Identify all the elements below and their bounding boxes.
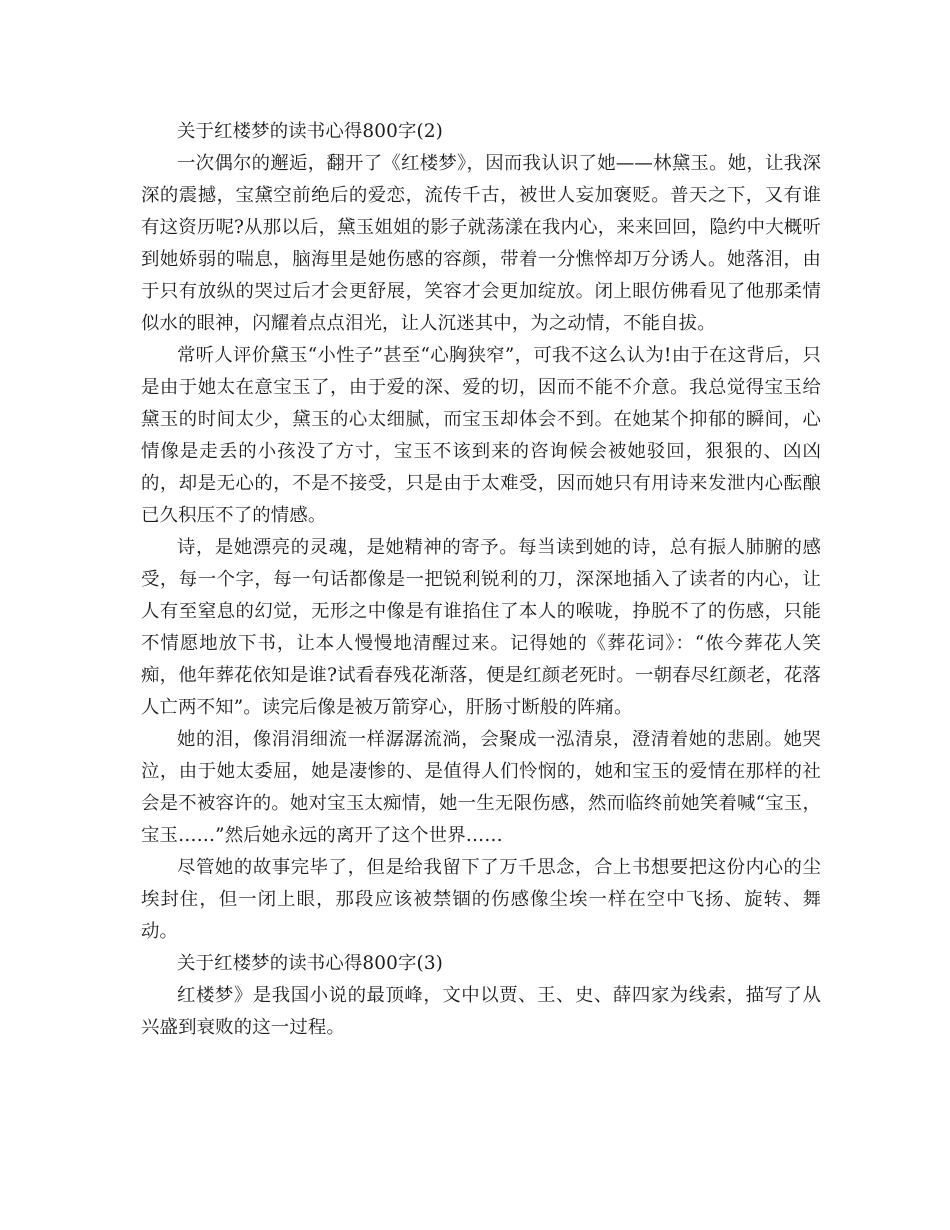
section-heading: 关于红楼梦的读书心得800字(2) [177,121,443,142]
document-body [141,116,821,1044]
paragraph: 常听人评价黛玉“小性子”甚至“心胸狭窄”，可我不这么认为!由于在这背后，只是由于她太在意宝玉了，由于爱的深、爱的切，因而不能不介意。我总觉得宝玉给黛玉的时间太少，黛玉的心太细腻，而宝玉却体会不到。在她某个抑郁的瞬间，心情像是走丢的小孩没了方寸，宝玉不该到来的咨询候会被她驳回，狠狠的、凶凶的，却是无心的，不是不接受，只是由于太难受，因而她只有用诗来发泄内心酝酿已久积压不了的情感。 [141,345,821,526]
paragraph: 红楼梦》是我国小说的最顶峰，文中以贾、王、史、薛四家为线索，描写了从兴盛到衰败的这一过程。 [141,985,821,1038]
paragraph: 诗，是她漂亮的灵魂，是她精神的寄予。每当读到她的诗，总有振人肺腑的感受，每一个字，每一句话都像是一把锐利锐利的刀，深深地插入了读者的内心，让人有至窒息的幻觉，无形之中像是有谁掐住了本人的喉咙，挣脱不了的伤感，只能不情愿地放下书，让本人慢慢地清醒过来。记得她的《葬花词》：“侬今葬花人笑痴，他年葬花依知是谁?试看春残花渐落，便是红颜老死时。一朝春尽红颜老，花落人亡两不知”。读完后像是被万箭穿心，肝肠寸断般的阵痛。 [141,537,821,718]
paragraph: 她的泪，像涓涓细流一样潺潺流淌，会聚成一泓清泉，澄清着她的悲剧。她哭泣，由于她太委屈，她是凄惨的、是值得人们怜悯的，她和宝玉的爱情在那样的社会是不被容许的。她对宝玉太痴情，她一生无限伤感，然而临终前她笑着喊“宝玉，宝玉……”然后她永远的离开了这个世界…… [141,729,821,846]
paragraph: 一次偶尔的邂逅，翻开了《红楼梦》，因而我认识了她——林黛玉。她，让我深深的震撼，宝黛空前绝后的爱恋，流传千古，被世人妄加褒贬。普天之下，又有谁有这资历呢?从那以后，黛玉姐姐的影子就荡漾在我内心，来来回回，隐约中大概听到她娇弱的喘息，脑海里是她伤感的容颜，带着一分憔悴却万分诱人。她落泪，由于只有放纵的哭过后才会更舒展，笑容才会更加绽放。闭上眼仿佛看见了他那柔情似水的眼神，闪耀着点点泪光，让人沉迷其中，为之动情，不能自拔。 [141,153,821,334]
section-heading: 关于红楼梦的读书心得800字(3) [177,953,443,974]
paragraph: 尽管她的故事完毕了，但是给我留下了万千思念，合上书想要把这份内心的尘埃封住，但一闭上眼，那段应该被禁锢的伤感像尘埃一样在空中飞扬、旋转、舞动。 [141,857,821,942]
